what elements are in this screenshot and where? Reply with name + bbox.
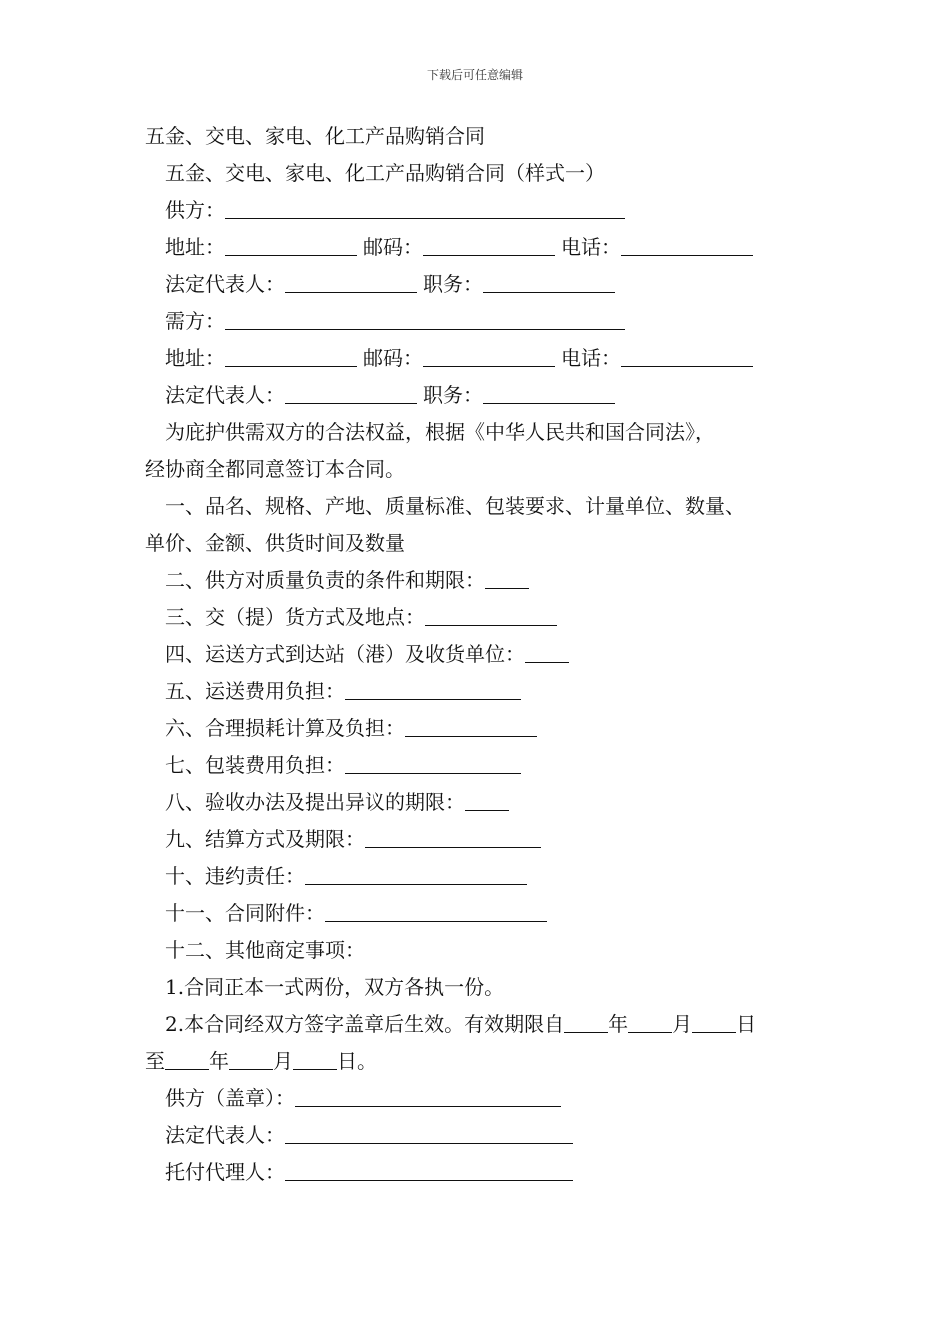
phone-label: 电话： bbox=[561, 235, 621, 259]
position-label: 职务： bbox=[423, 383, 483, 407]
agent-line bbox=[145, 1154, 835, 1191]
clause-2-text: 2.本合同经双方签字盖章后生效。有效期限自 bbox=[165, 1012, 565, 1036]
intro-line-1: 为庇护供需双方的合法权益，根据《中华人民共和国合同法》， bbox=[165, 420, 715, 444]
item-6-label: 六、合理损耗计算及负担： bbox=[165, 716, 405, 740]
item-9-line bbox=[145, 821, 835, 858]
item-3-label: 三、交（提）货方式及地点： bbox=[165, 605, 425, 629]
item-11-blank[interactable] bbox=[325, 897, 547, 922]
item-6-line bbox=[145, 710, 835, 747]
year-label: 年 bbox=[209, 1049, 229, 1073]
item-8-blank[interactable] bbox=[465, 786, 509, 811]
sign-legal-rep-line bbox=[145, 1117, 835, 1154]
to-label: 至 bbox=[145, 1049, 165, 1073]
buyer-address-line bbox=[145, 340, 835, 377]
buyer-address-blank[interactable] bbox=[225, 342, 357, 367]
supplier-label: 供方： bbox=[165, 198, 225, 222]
day-label: 日 bbox=[736, 1012, 757, 1036]
item-4-blank[interactable] bbox=[525, 638, 569, 663]
item-11-label: 十一、合同附件： bbox=[165, 901, 325, 925]
supplier-phone-blank[interactable] bbox=[621, 231, 753, 256]
buyer-label: 需方： bbox=[165, 309, 225, 333]
month-label: 月 bbox=[672, 1012, 693, 1036]
item-2-label: 二、供方对质量负责的条件和期限： bbox=[165, 568, 485, 592]
sign-legal-rep-label: 法定代表人： bbox=[165, 1123, 285, 1147]
clause-1: 1.合同正本一式两份，双方各执一份。 bbox=[165, 975, 505, 999]
item-11-line bbox=[145, 895, 835, 932]
item-6-blank[interactable] bbox=[405, 712, 537, 737]
agent-label: 托付代理人： bbox=[165, 1160, 285, 1184]
item-8-label: 八、验收办法及提出异议的期限： bbox=[165, 790, 465, 814]
legal-rep-label: 法定代表人： bbox=[165, 383, 285, 407]
item-1-line-2: 单价、金额、供货时间及数量 bbox=[145, 531, 405, 555]
clause-2-line-2 bbox=[145, 1043, 835, 1080]
item-5-line bbox=[145, 673, 835, 710]
position-label: 职务： bbox=[423, 272, 483, 296]
supplier-seal-blank[interactable] bbox=[295, 1082, 561, 1107]
buyer-position-blank[interactable] bbox=[483, 379, 615, 404]
item-2-blank[interactable] bbox=[485, 564, 529, 589]
buyer-blank[interactable] bbox=[225, 305, 625, 330]
agent-blank[interactable] bbox=[285, 1156, 573, 1181]
year-label: 年 bbox=[608, 1012, 629, 1036]
supplier-postcode-blank[interactable] bbox=[423, 231, 555, 256]
item-12-line: 十二、其他商定事项： bbox=[165, 938, 365, 962]
item-1-line-1: 一、品名、规格、产地、质量标准、包装要求、计量单位、数量、 bbox=[165, 494, 745, 518]
buyer-line bbox=[145, 303, 835, 340]
item-2-line bbox=[145, 562, 835, 599]
intro-line-2: 经协商全都同意签订本合同。 bbox=[145, 457, 405, 481]
buyer-phone-blank[interactable] bbox=[621, 342, 753, 367]
address-label: 地址： bbox=[165, 346, 225, 370]
item-9-blank[interactable] bbox=[365, 823, 541, 848]
page-header-note: 下载后可任意编辑 bbox=[426, 68, 523, 82]
sign-legal-rep-blank[interactable] bbox=[285, 1119, 573, 1144]
postcode-label: 邮码： bbox=[363, 235, 423, 259]
item-4-line bbox=[145, 636, 835, 673]
start-year-blank[interactable] bbox=[564, 1008, 608, 1033]
item-10-blank[interactable] bbox=[305, 860, 527, 885]
item-5-label: 五、运送费用负担： bbox=[165, 679, 345, 703]
supplier-seal-line bbox=[145, 1080, 835, 1117]
supplier-line bbox=[145, 192, 835, 229]
supplier-blank[interactable] bbox=[225, 194, 625, 219]
address-label: 地址： bbox=[165, 235, 225, 259]
supplier-legal-rep-line bbox=[145, 266, 835, 303]
supplier-position-blank[interactable] bbox=[483, 268, 615, 293]
contract-subtitle: 五金、交电、家电、化工产品购销合同（样式一） bbox=[165, 161, 605, 185]
start-day-blank[interactable] bbox=[692, 1008, 736, 1033]
clause-2-line-1 bbox=[145, 1006, 835, 1043]
legal-rep-label: 法定代表人： bbox=[165, 272, 285, 296]
item-4-label: 四、运送方式到达站（港）及收货单位： bbox=[165, 642, 525, 666]
day-end-label: 日。 bbox=[337, 1049, 377, 1073]
item-7-label: 七、包装费用负担： bbox=[165, 753, 345, 777]
buyer-postcode-blank[interactable] bbox=[423, 342, 555, 367]
supplier-address-line bbox=[145, 229, 835, 266]
buyer-legal-rep-line bbox=[145, 377, 835, 414]
postcode-label: 邮码： bbox=[363, 346, 423, 370]
end-day-blank[interactable] bbox=[293, 1045, 337, 1070]
item-9-label: 九、结算方式及期限： bbox=[165, 827, 365, 851]
item-3-line bbox=[145, 599, 835, 636]
item-10-label: 十、违约责任： bbox=[165, 864, 305, 888]
item-7-blank[interactable] bbox=[345, 749, 521, 774]
end-month-blank[interactable] bbox=[229, 1045, 273, 1070]
start-month-blank[interactable] bbox=[628, 1008, 672, 1033]
supplier-address-blank[interactable] bbox=[225, 231, 357, 256]
contract-document bbox=[145, 118, 835, 1191]
buyer-legal-rep-blank[interactable] bbox=[285, 379, 417, 404]
end-year-blank[interactable] bbox=[165, 1045, 209, 1070]
item-7-line bbox=[145, 747, 835, 784]
supplier-legal-rep-blank[interactable] bbox=[285, 268, 417, 293]
phone-label: 电话： bbox=[561, 346, 621, 370]
item-5-blank[interactable] bbox=[345, 675, 521, 700]
item-3-blank[interactable] bbox=[425, 601, 557, 626]
contract-title: 五金、交电、家电、化工产品购销合同 bbox=[145, 124, 485, 148]
item-8-line bbox=[145, 784, 835, 821]
supplier-seal-label: 供方（盖章）： bbox=[165, 1086, 295, 1110]
item-10-line bbox=[145, 858, 835, 895]
month-label: 月 bbox=[273, 1049, 293, 1073]
